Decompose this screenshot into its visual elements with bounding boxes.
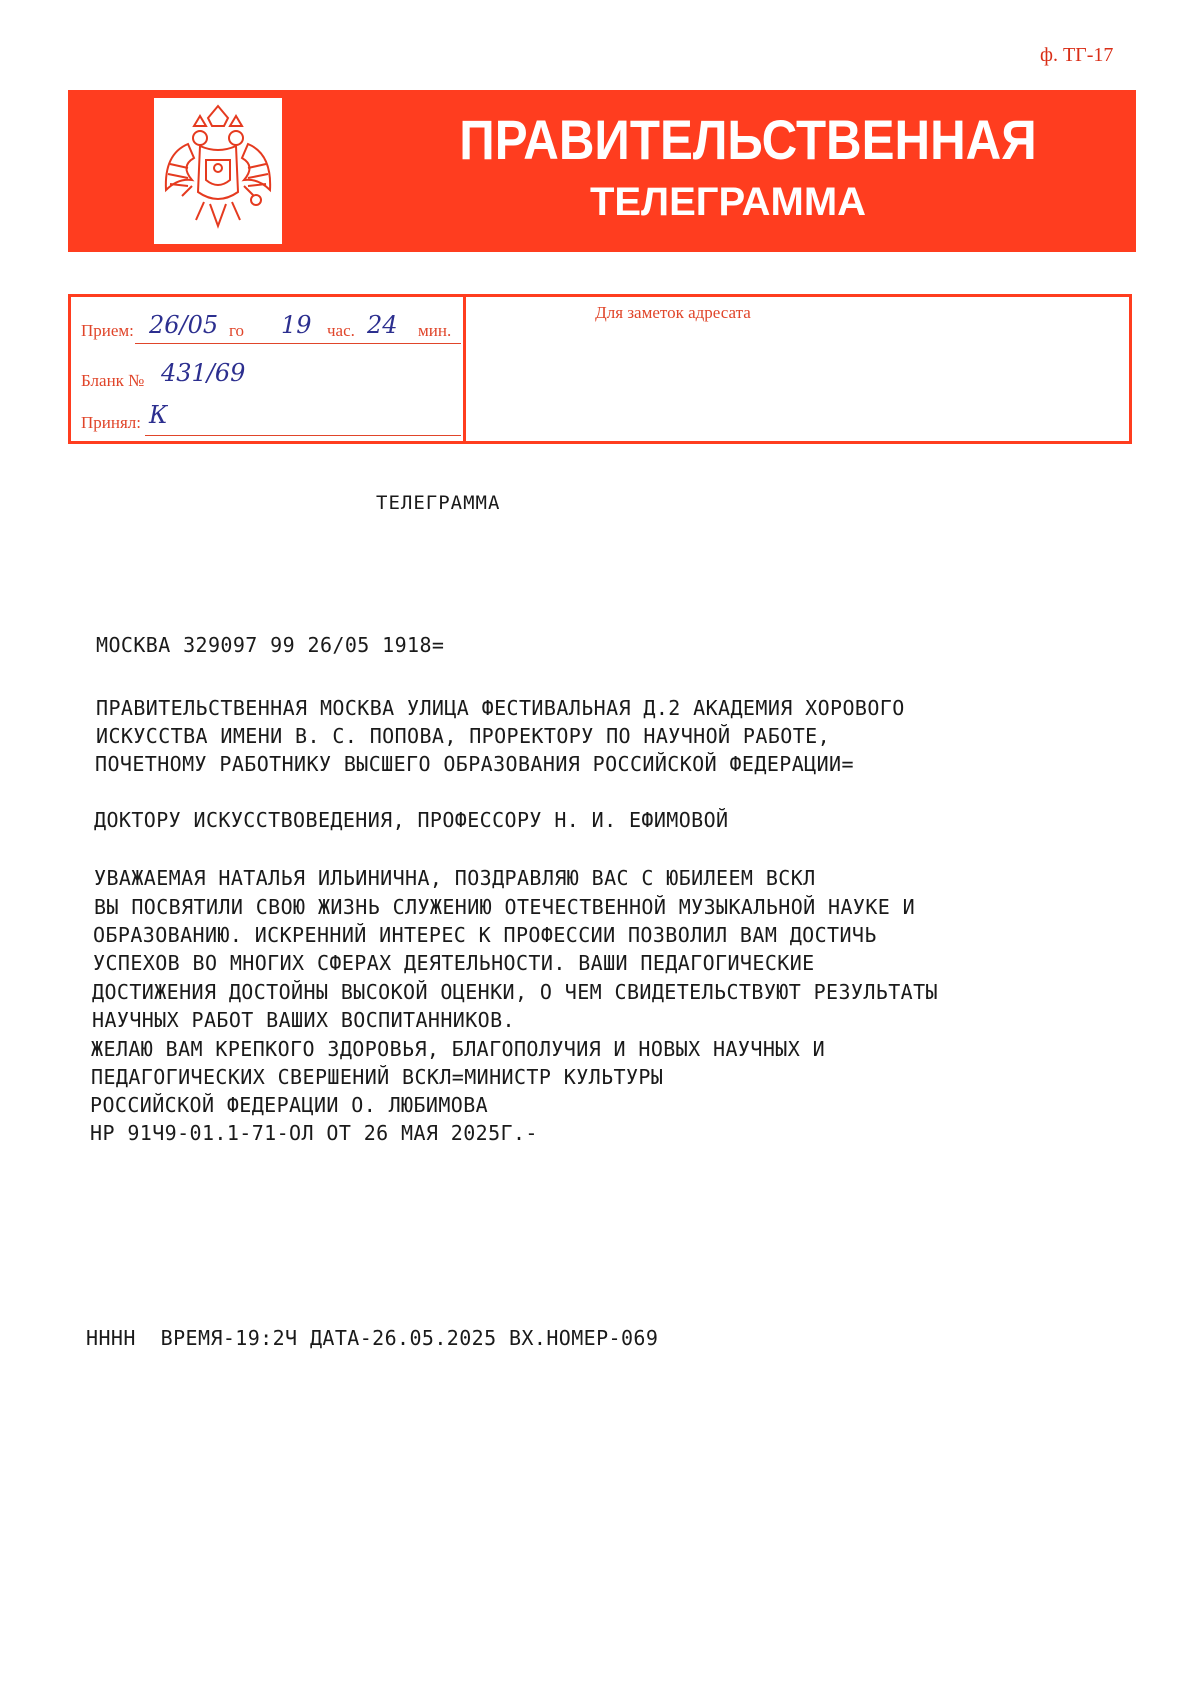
blank-number: 431/69 [161,359,246,387]
received-minute: 24 [367,311,398,339]
body-line: ВЫ ПОСВЯТИЛИ СВОЮ ЖИЗНЬ СЛУЖЕНИЮ ОТЕЧЕСТВЕННОЙ МУЗЫКАЛЬНОЙ НАУКЕ И [94,895,916,919]
telegram-doc-type: ТЕЛЕГРАММА [376,492,501,514]
banner-subtitle: ТЕЛЕГРАММА [589,180,867,224]
banner-title: ПРАВИТЕЛЬСТВЕННАЯ [459,108,1037,171]
received-date: 26/05 [149,311,219,339]
body-line: УСПЕХОВ ВО МНОГИХ СФЕРАХ ДЕЯТЕЛЬНОСТИ. ВАШИ ПЕДАГОГИЧЕСКИЕ [93,951,815,975]
address-line: ПОЧЕТНОМУ РАБОТНИКУ ВЫСШЕГО ОБРАЗОВАНИЯ РОССИЙСКОЙ ФЕДЕРАЦИИ= [95,752,854,776]
reception-box [68,294,1132,444]
accepted-signature: К [149,401,168,429]
body-line: ОБРАЗОВАНИЮ. ИСКРЕННИЙ ИНТЕРЕС К ПРОФЕССИИ ПОЗВОЛИЛ ВАМ ДОСТИЧЬ [93,923,877,947]
blank-label: Бланк № [81,371,145,390]
accepted-label: Принял: [81,413,141,432]
received-underline [135,343,461,344]
form-code: ф. ТГ-17 [1040,44,1114,66]
accepted-underline [145,435,461,436]
body-line: УВАЖАЕМАЯ НАТАЛЬЯ ИЛЬИНИЧНА, ПОЗДРАВЛЯЮ ВАС С ЮБИЛЕЕМ ВСКЛ [94,866,816,890]
footer-line: НННН ВРЕМЯ-19:2Ч ДАТА-26.05.2025 ВХ.НОМЕР-069 [86,1326,659,1350]
received-date-suffix: го [229,321,245,340]
russian-coat-of-arms-icon [158,104,278,238]
hour-label: час. [327,321,355,340]
origin-line: МОСКВА 329097 99 26/05 1918= [96,633,445,657]
address-line: ИСКУССТВА ИМЕНИ В. С. ПОПОВА, ПРОРЕКТОРУ ПО НАУЧНОЙ РАБОТЕ, [96,724,831,748]
body-line: ЖЕЛАЮ ВАМ КРЕПКОГО ЗДОРОВЬЯ, БЛАГОПОЛУЧИЯ И НОВЫХ НАУЧНЫХ И [91,1037,826,1061]
recipient-line: ДОКТОРУ ИСКУССТВОВЕДЕНИЯ, ПРОФЕССОРУ Н. И. ЕФИМОВОЙ [94,808,729,832]
body-line: НР 91Ч9-01.1-71-ОЛ ОТ 26 МАЯ 2025Г.- [90,1121,538,1145]
received-hour: 19 [281,311,312,339]
body-line: НАУЧНЫХ РАБОТ ВАШИХ ВОСПИТАННИКОВ. [92,1008,515,1032]
notes-label: Для заметок адресата [595,303,751,322]
minute-label: мин. [418,321,452,340]
body-line: РОССИЙСКОЙ ФЕДЕРАЦИИ О. ЛЮБИМОВА [90,1093,489,1117]
body-line: ПЕДАГОГИЧЕСКИХ СВЕРШЕНИЙ ВСКЛ=МИНИСТР КУЛЬТУРЫ [91,1065,664,1089]
header-banner [68,90,1136,252]
address-line: ПРАВИТЕЛЬСТВЕННАЯ МОСКВА УЛИЦА ФЕСТИВАЛЬНАЯ Д.2 АКАДЕМИЯ ХОРОВОГО [96,696,905,720]
emblem-frame [154,98,282,244]
received-label: Прием: [81,321,134,340]
body-line: ДОСТИЖЕНИЯ ДОСТОЙНЫ ВЫСОКОЙ ОЦЕНКИ, О ЧЕМ СВИДЕТЕЛЬСТВУЮТ РЕЗУЛЬТАТЫ [92,980,938,1004]
